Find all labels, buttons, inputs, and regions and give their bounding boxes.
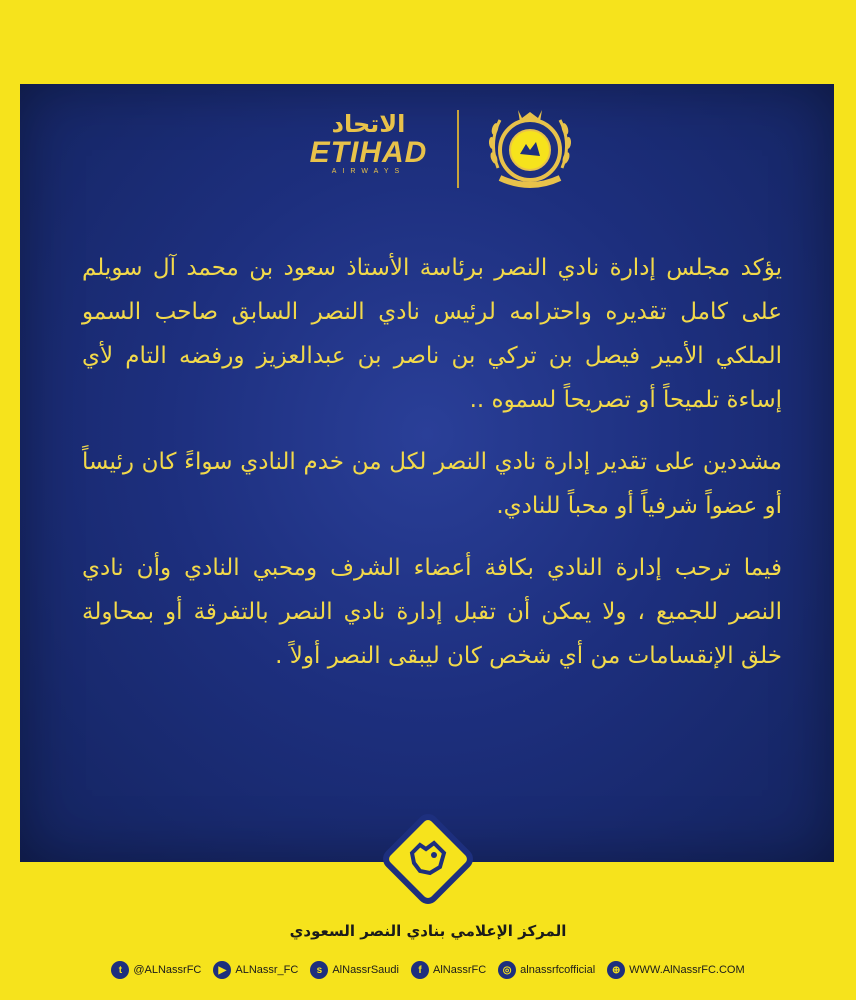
social-handle: alnassrfcofficial <box>520 964 596 976</box>
snapchat-icon: s <box>310 961 328 979</box>
logo-divider <box>457 110 459 188</box>
website-url: WWW.AlNassrFC.COM <box>629 964 745 976</box>
twitter-icon: t <box>111 961 129 979</box>
social-handle: @ALNassrFC <box>133 964 202 976</box>
statement-paragraph: فيما ترحب إدارة النادي بكافة أعضاء الشرف ومحبي النادي وأن نادي النصر للجميع ، ولا يمكن أن تقبل إدارة نادي النصر بالتفرقة أو بمحاولة خلق الإنقسامات من أي شخص كان ليبقى النصر أولاً . <box>82 555 782 669</box>
globe-icon: ⊕ <box>607 961 625 979</box>
statement-paragraph: يؤكد مجلس إدارة نادي النصر برئاسة الأستاذ سعود بن محمد آل سويلم على كامل تقديره واحترامه لرئيس نادي النصر السابق صاحب السمو الملكي الأمير فيصل بن تركي بن ناصر بن عبدالعزيز ورفضه التام لأي إساءة تلميحاً أو تصريحاً لسموه .. <box>82 255 782 413</box>
facebook-icon: f <box>411 961 429 979</box>
social-handle: ALNassr_FC <box>235 964 299 976</box>
social-handle: AlNassrFC <box>432 964 487 976</box>
statement-panel <box>20 84 834 862</box>
social-links <box>0 961 856 979</box>
etihad-arabic-wordmark: الاتحاد <box>331 110 406 138</box>
instagram-icon: ◎ <box>498 961 516 979</box>
social-link-facebook[interactable] <box>411 961 486 979</box>
statement-body <box>82 246 782 696</box>
social-link-youtube[interactable] <box>213 961 298 979</box>
social-link-twitter[interactable] <box>111 961 201 979</box>
social-handle: AlNassrSaudi <box>332 964 399 976</box>
social-link-instagram[interactable] <box>498 961 595 979</box>
logo-header <box>20 104 834 204</box>
youtube-icon: ▶ <box>213 961 231 979</box>
social-link-website[interactable] <box>607 961 744 979</box>
media-center-logo-icon <box>374 805 482 913</box>
media-center-title: المركز الإعلامي بنادي النصر السعودي <box>289 922 567 940</box>
social-link-snapchat[interactable] <box>310 961 399 979</box>
al-nassr-crest-icon <box>480 98 580 198</box>
statement-paragraph: مشددين على تقدير إدارة نادي النصر لكل من خدم النادي سواءً كان رئيساً أو عضواً شرفياً أو محباً للنادي. <box>82 449 782 519</box>
etihad-wordmark: ETIHAD <box>309 136 428 169</box>
etihad-logo <box>296 104 441 194</box>
etihad-airways-subtitle: AIRWAYS <box>331 168 406 175</box>
